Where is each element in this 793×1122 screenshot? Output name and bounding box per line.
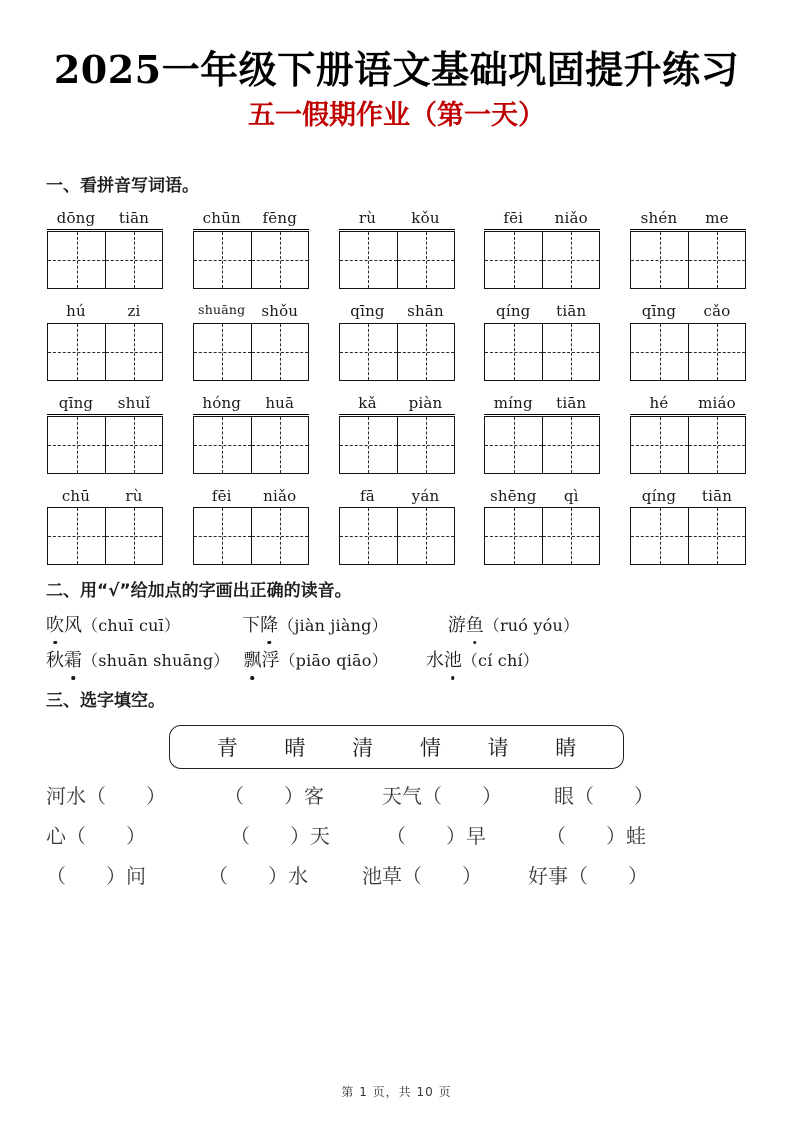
pinyin-syllable: cǎo <box>703 302 731 321</box>
pinyin-label <box>193 302 309 321</box>
pinyin-grid-cell <box>46 209 164 289</box>
section-3-body <box>46 725 747 889</box>
tianzige-cell[interactable] <box>688 324 745 380</box>
tianzige-box[interactable] <box>630 231 746 289</box>
pinyin-grid-cell <box>483 302 601 381</box>
reading-options[interactable]: （chuī cuī） <box>82 615 181 635</box>
word-bank <box>169 725 624 769</box>
pinyin-syllable: huā <box>265 393 295 412</box>
tianzige-cell[interactable] <box>48 324 105 380</box>
pinyin-syllable: shuāng <box>198 302 246 318</box>
tianzige-cell[interactable] <box>485 232 542 288</box>
blank-item[interactable]: 好事（ ） <box>528 864 648 889</box>
pinyin-syllable: shuǐ <box>117 393 151 412</box>
pinyin-grid-cell <box>629 209 747 289</box>
reading-item[interactable] <box>448 614 579 637</box>
pinyin-label <box>484 394 600 415</box>
pinyin-label <box>47 394 163 415</box>
pinyin-label <box>630 302 746 321</box>
pinyin-syllable: hé <box>649 393 669 412</box>
tianzige-cell[interactable] <box>542 508 599 564</box>
dotted-char: 霜 <box>64 650 82 672</box>
word-bank-char[interactable]: 请 <box>487 736 509 761</box>
tianzige-box[interactable] <box>47 323 163 381</box>
blank-item[interactable]: （ ）天 <box>230 824 330 849</box>
tianzige-cell[interactable] <box>542 324 599 380</box>
reading-item[interactable] <box>243 649 387 672</box>
tianzige-box[interactable] <box>193 416 309 474</box>
pinyin-syllable: fēi <box>211 486 232 505</box>
pinyin-grid-cell <box>483 487 601 566</box>
pinyin-syllable: shǒu <box>261 302 299 321</box>
tianzige-box[interactable] <box>193 323 309 381</box>
pinyin-row-4 <box>46 487 747 566</box>
pinyin-label <box>630 487 746 506</box>
pinyin-syllable: míng <box>493 393 533 412</box>
pinyin-label <box>47 487 163 506</box>
reading-options[interactable]: （piāo qiāo） <box>279 651 388 671</box>
tianzige-box[interactable] <box>484 323 600 381</box>
tianzige-cell[interactable] <box>340 232 397 288</box>
dotted-char: 池 <box>443 650 462 672</box>
pinyin-syllable: tiān <box>118 209 150 228</box>
tianzige-box[interactable] <box>339 416 455 474</box>
pinyin-label <box>47 302 163 321</box>
pinyin-syllable: niǎo <box>263 486 297 505</box>
tianzige-cell[interactable] <box>194 232 251 288</box>
tianzige-box[interactable] <box>630 323 746 381</box>
tianzige-box[interactable] <box>484 231 600 289</box>
reading-word <box>46 649 82 672</box>
pinyin-grid-cell <box>338 394 456 474</box>
word-bank-char[interactable]: 青 <box>216 736 238 761</box>
reading-row-2 <box>46 649 747 672</box>
pinyin-label <box>339 394 455 415</box>
word-prefix: 秋 <box>46 650 64 672</box>
pinyin-syllable: dōng <box>56 209 96 228</box>
pinyin-row-3 <box>46 394 747 474</box>
tianzige-box[interactable] <box>630 507 746 565</box>
pinyin-grid-cell <box>338 487 456 566</box>
tianzige-cell[interactable] <box>194 417 251 473</box>
reading-word <box>448 614 484 637</box>
tianzige-box[interactable] <box>339 323 455 381</box>
pinyin-grid-cell <box>192 209 310 289</box>
pinyin-label <box>193 394 309 415</box>
reading-options[interactable]: （shuān shuāng） <box>82 651 230 671</box>
blank-row-1 <box>46 783 747 809</box>
section-2-body <box>46 614 747 673</box>
tianzige-cell[interactable] <box>688 508 745 564</box>
pinyin-grid-cell <box>46 302 164 381</box>
pinyin-syllable: kǎ <box>358 393 377 412</box>
reading-item[interactable] <box>46 649 229 672</box>
pinyin-label <box>630 209 746 230</box>
pinyin-label <box>193 209 309 230</box>
reading-options[interactable]: （cí chí） <box>461 651 539 671</box>
pinyin-grid-cell <box>192 394 310 474</box>
tianzige-cell[interactable] <box>194 324 251 380</box>
pinyin-label <box>47 209 163 230</box>
pinyin-syllable: fā <box>360 486 375 505</box>
tianzige-cell[interactable] <box>631 508 688 564</box>
word-bank-char[interactable]: 睛 <box>555 736 577 761</box>
pinyin-syllable: qíng <box>641 486 677 505</box>
tianzige-cell[interactable] <box>485 324 542 380</box>
tianzige-cell[interactable] <box>251 232 308 288</box>
reading-word <box>46 614 82 637</box>
tianzige-cell[interactable] <box>251 324 308 380</box>
tianzige-cell[interactable] <box>688 417 745 473</box>
page-footer: 第 1 页，共 10 页 <box>341 1085 452 1099</box>
tianzige-cell[interactable] <box>542 232 599 288</box>
pinyin-syllable: qīng <box>641 302 677 321</box>
pinyin-syllable: qíng <box>496 302 531 321</box>
tianzige-cell[interactable] <box>251 417 308 473</box>
pinyin-syllable: hóng <box>202 393 242 412</box>
word-bank-char[interactable]: 情 <box>419 736 441 761</box>
pinyin-syllable: yán <box>411 486 440 505</box>
tianzige-cell[interactable] <box>340 508 397 564</box>
pinyin-syllable: me <box>705 209 729 228</box>
tianzige-box[interactable] <box>193 231 309 289</box>
blank-item[interactable]: 眼（ ） <box>554 784 654 809</box>
pinyin-syllable: shēng <box>490 486 537 505</box>
pinyin-syllable: qì <box>563 486 579 505</box>
word-suffix: 风 <box>64 614 82 636</box>
pinyin-label <box>630 394 746 415</box>
pinyin-syllable: shān <box>407 302 444 321</box>
reading-word <box>242 614 278 637</box>
pinyin-grid-cell <box>46 487 164 566</box>
reading-options[interactable]: （ruó yóu） <box>483 615 580 635</box>
pinyin-syllable: zi <box>127 302 141 321</box>
word-prefix: 游 <box>447 614 466 636</box>
pinyin-grid-cell <box>629 487 747 566</box>
pinyin-syllable: hú <box>66 302 86 321</box>
tianzige-cell[interactable] <box>397 324 454 380</box>
pinyin-syllable: fēi <box>503 209 524 228</box>
pinyin-syllable: rù <box>125 486 143 505</box>
pinyin-syllable: rù <box>358 209 377 228</box>
word-prefix: 水 <box>425 650 444 672</box>
tianzige-cell[interactable] <box>688 232 745 288</box>
blank-item[interactable]: （ ）问 <box>46 864 146 889</box>
tianzige-cell[interactable] <box>340 324 397 380</box>
tianzige-cell[interactable] <box>105 232 162 288</box>
tianzige-box[interactable] <box>193 507 309 565</box>
pinyin-label <box>193 487 309 506</box>
reading-word <box>426 649 462 672</box>
pinyin-syllable: tiān <box>701 486 733 505</box>
reading-item[interactable] <box>426 649 539 672</box>
tianzige-cell[interactable] <box>48 232 105 288</box>
tianzige-cell[interactable] <box>485 508 542 564</box>
reading-row-1 <box>46 614 747 637</box>
section-3-heading: 三、选字填空。 <box>46 690 165 711</box>
blank-item[interactable]: （ ）水 <box>208 864 308 889</box>
pinyin-label <box>484 209 600 230</box>
pinyin-label <box>484 302 600 321</box>
tianzige-cell[interactable] <box>48 508 105 564</box>
tianzige-box[interactable] <box>339 507 455 565</box>
pinyin-syllable: shén <box>640 209 678 228</box>
pinyin-syllable: miáo <box>698 393 736 412</box>
tianzige-cell[interactable] <box>397 232 454 288</box>
pinyin-row-1 <box>46 209 747 289</box>
pinyin-label <box>339 487 455 506</box>
pinyin-syllable: piàn <box>408 393 443 412</box>
pinyin-row-2 <box>46 302 747 381</box>
pinyin-grid-cell <box>338 302 456 381</box>
pinyin-grid-cell <box>629 394 747 474</box>
reading-item[interactable] <box>46 614 180 637</box>
pinyin-label <box>339 302 455 321</box>
blank-item[interactable]: 河水（ ） <box>46 784 166 809</box>
reading-item[interactable] <box>242 614 388 637</box>
pinyin-syllable: chūn <box>202 209 241 228</box>
reading-options[interactable]: （jiàn jiàng） <box>278 615 388 635</box>
section-2-heading: 二、用“√”给加点的字画出正确的读音。 <box>46 581 352 602</box>
pinyin-syllable: tiān <box>556 393 587 412</box>
blank-item[interactable]: 天气（ ） <box>382 784 502 809</box>
dotted-char: 鱼 <box>465 614 484 636</box>
page-title: 2025一年级下册语文基础巩固提升练习 <box>53 47 740 92</box>
pinyin-grid-cell <box>483 394 601 474</box>
pinyin-syllable: kǒu <box>411 209 440 228</box>
tianzige-cell[interactable] <box>485 417 542 473</box>
tianzige-box[interactable] <box>630 416 746 474</box>
tianzige-cell[interactable] <box>105 324 162 380</box>
tianzige-cell[interactable] <box>105 508 162 564</box>
reading-word <box>243 649 279 672</box>
tianzige-cell[interactable] <box>340 417 397 473</box>
section-1-body <box>46 209 747 565</box>
tianzige-box[interactable] <box>47 416 163 474</box>
word-bank-char[interactable]: 晴 <box>284 736 306 761</box>
pinyin-grid-cell <box>483 209 601 289</box>
pinyin-grid-cell <box>192 302 310 381</box>
pinyin-syllable: fēng <box>262 209 297 228</box>
tianzige-cell[interactable] <box>397 508 454 564</box>
blank-row-2 <box>46 823 747 849</box>
tianzige-cell[interactable] <box>542 417 599 473</box>
tianzige-cell[interactable] <box>48 417 105 473</box>
tianzige-cell[interactable] <box>194 508 251 564</box>
pinyin-syllable: chū <box>61 486 91 505</box>
pinyin-syllable: qīng <box>350 302 385 321</box>
tianzige-box[interactable] <box>47 231 163 289</box>
pinyin-syllable: qīng <box>58 393 94 412</box>
blank-item[interactable]: （ ）蛙 <box>546 824 646 849</box>
pinyin-syllable: niǎo <box>554 209 588 228</box>
dotted-char: 吹 <box>46 614 64 636</box>
blank-row-3 <box>46 863 747 889</box>
pinyin-syllable: tiān <box>556 302 587 321</box>
tianzige-cell[interactable] <box>631 324 688 380</box>
word-prefix: 下 <box>242 614 261 636</box>
pinyin-grid-cell <box>338 209 456 289</box>
pinyin-grid-cell <box>192 487 310 566</box>
blank-item[interactable]: 池草（ ） <box>362 864 482 889</box>
blank-item[interactable]: 心（ ） <box>46 824 146 849</box>
blank-item[interactable]: （ ）客 <box>224 784 324 809</box>
pinyin-label <box>484 487 600 506</box>
tianzige-cell[interactable] <box>251 508 308 564</box>
blank-item[interactable]: （ ）早 <box>386 824 486 849</box>
tianzige-box[interactable] <box>484 507 600 565</box>
tianzige-cell[interactable] <box>105 417 162 473</box>
tianzige-box[interactable] <box>47 507 163 565</box>
word-bank-char[interactable]: 清 <box>352 736 374 761</box>
tianzige-cell[interactable] <box>397 417 454 473</box>
word-suffix: 浮 <box>261 650 280 672</box>
dotted-char: 飘 <box>243 650 262 672</box>
dotted-char: 降 <box>260 614 279 636</box>
pinyin-grid-cell <box>46 394 164 474</box>
page-subtitle: 五一假期作业（第一天） <box>248 99 545 131</box>
tianzige-cell[interactable] <box>631 232 688 288</box>
pinyin-label <box>339 209 455 230</box>
pinyin-grid-cell <box>629 302 747 381</box>
section-1-heading: 一、看拼音写词语。 <box>46 176 199 197</box>
tianzige-box[interactable] <box>339 231 455 289</box>
tianzige-cell[interactable] <box>631 417 688 473</box>
tianzige-box[interactable] <box>484 416 600 474</box>
